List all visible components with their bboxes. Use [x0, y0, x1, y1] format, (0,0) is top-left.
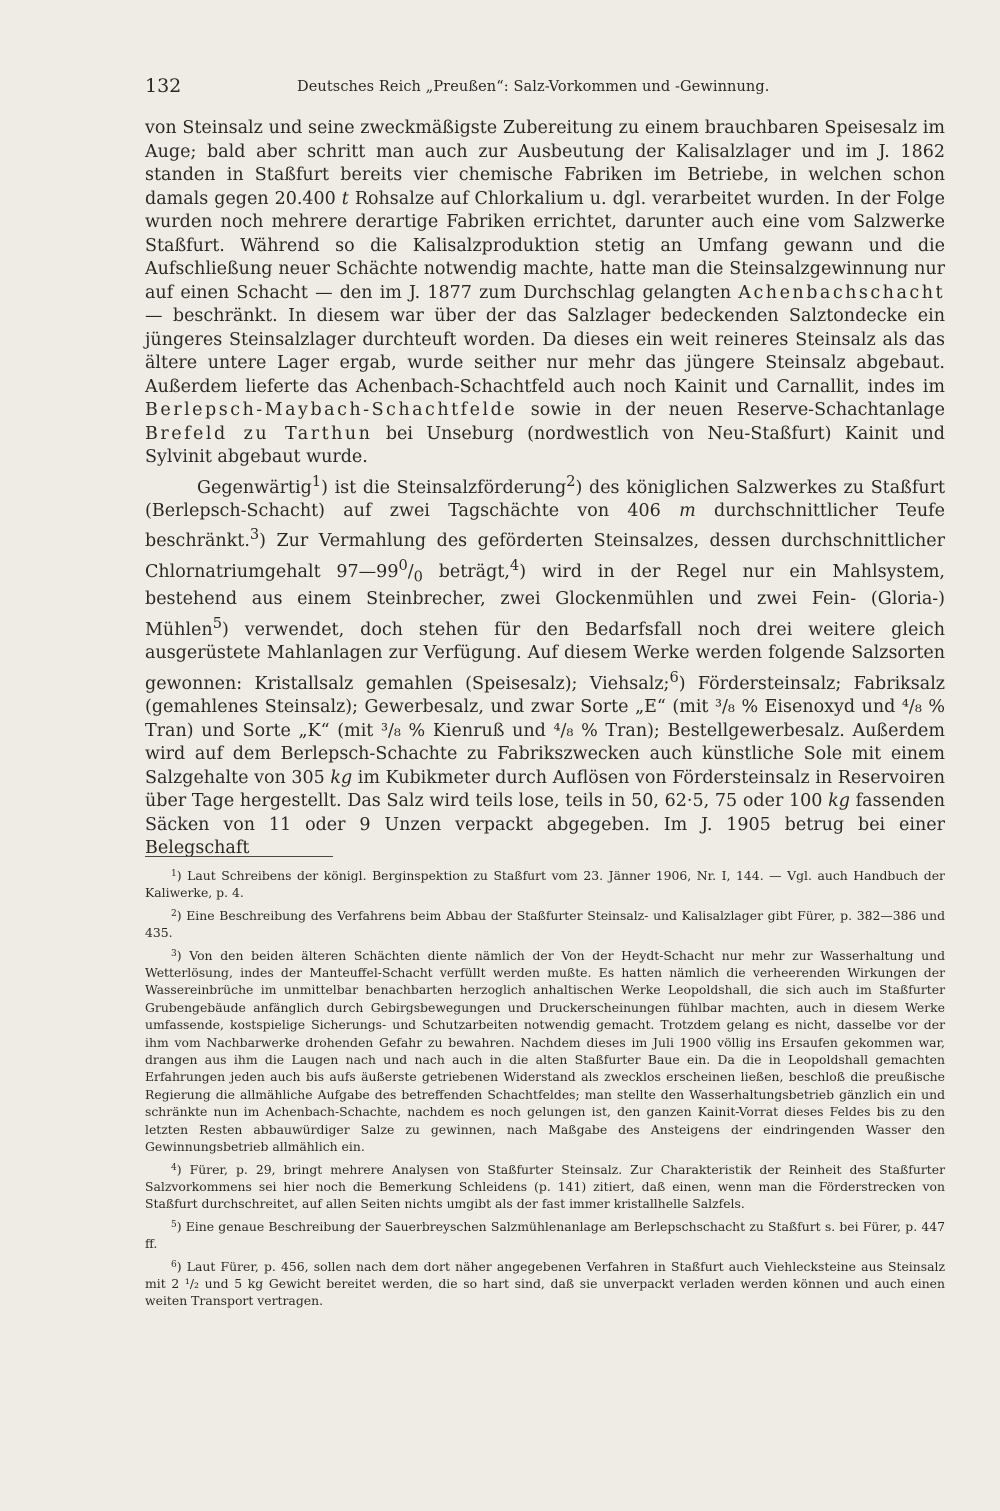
text-run: ) des königlichen Salzwerkes zu Staßfurt (Berlepsch-Schacht) auf zwei Tagschächte von 406: [145, 477, 945, 521]
text-run: ) Zur Vermahlung des geförderten Steinsalzes, dessen durchschnittlicher Chlornatriumgehalt 97—99: [145, 531, 945, 582]
text-run: fassenden Säcken von 11 oder 9 Unzen verpackt abgegeben. Im J. 1905 betrug bei einer Belegschaft: [145, 791, 945, 859]
text-run: Rohsalze auf Chlorkalium u. dgl. verarbeitet wurden. In der Folge wurden noch mehrere derartige Fabriken errichtet, darunter auch eine vom Salzwerke Staßfurt. Während so die Kalisalzproduktion stetig an Umfang gewann und die Aufschließung neuer Schächte notwendig machte, hatte man die Steinsalzgewinnung nur auf einen Schacht — den im J. 1877 zum Durchschlag gelangten: [145, 188, 945, 303]
footnote-ref: 2: [566, 472, 576, 490]
percent-sign-part: 0: [398, 556, 408, 574]
running-title: Deutsches Reich „Preußen“: Salz-Vorkommen und -Gewinnung.: [297, 79, 770, 95]
unit-symbol: t: [341, 188, 349, 209]
footnote-ref: 5: [212, 614, 222, 632]
emphasis-name: Brefeld zu Tarthun: [145, 423, 373, 444]
footnote-text: ) Fürer, p. 29, bringt mehrere Analysen von Staßfurter Steinsalz. Zur Charakteristik der Reinheit des Staßfurter Salzvorkommens sei hier noch die Bemerkung Schleidens (p. 141) zitiert, daß einen, wenn man die Förderstrecken von Staßfurt durchschreitet, auf allen Seiten nichts umgibt als der fast immer kristallhelle Salzfels.: [145, 1161, 945, 1212]
emphasis-name: Berlepsch-Maybach-Schachtfelde: [145, 400, 518, 420]
footnote-mark: 6: [171, 1259, 177, 1270]
footnote-mark: 5: [171, 1219, 177, 1230]
footnote-6: [145, 1257, 945, 1310]
text-run: ) ist die Steinsalzförderung: [321, 477, 567, 498]
footnote-mark: 2: [171, 908, 177, 919]
footnote-ref: 3: [249, 526, 260, 544]
footnote-separator: [145, 856, 333, 857]
footnote-1: [145, 866, 945, 902]
footnote-mark: 1: [171, 869, 177, 879]
unit-symbol: kg: [330, 767, 353, 788]
footnote-text: ) Von den beiden älteren Schächten diente nämlich der Von der Heydt-Schacht nur mehr zur Wasserhaltung und Wetterlösung, indes der Manteuffel-Schacht verfüllt werden mußte. Es hatten nämlich die verheerenden Wirkungen der Wassereinbrüche im unmittelbar benachbarten herzoglich anhaltischen Werke Leopoldshall, die sich auch im Staßfurter Grubengebäude anfänglich durch Gebirgsbewegungen und Druckerscheinungen fühlbar machten, auch in diesem Werke umfassende, kostspielige Sicherungs- und Schutzarbeiten notwendig gemacht. Trotzdem gelang es nicht, dasselbe vor der ihm vom Nachbarwerke drohenden Gefahr zu bewahren. Nachdem dieses im Juli 1900 völlig ins Ersaufen gekommen war, drangen aus ihm die Laugen nach und nach auch in die alten Staßfurter Baue ein. Da die in Leopoldshall gemachten Erfahrungen jeden auch bis aufs äußerste getriebenen Widerstand als zwecklos erscheinen ließen, beschloß die preußische Regierung die allmähliche Aufgabe des betreffenden Schachtfeldes; man stellte den Wasserhaltungsbetrieb gänzlich ein und schränkte nun im Achenbach-Schachte, nachdem es noch gelungen ist, den ganzen Kainit-Vorrat dieses Feldes bis zu den letzten Resten abbauwürdiger Salze zu gewinnen, nach Maßgabe des Ansteigens der eindringenden Wasser den Gewinnungsbetrieb allmählich ein.: [145, 947, 945, 1155]
footnote-text: ) Eine genaue Beschreibung der Sauerbreyschen Salzmühlenanlage am Berlepschschacht zu Staßfurt s. bei Fürer, p. 447 ff.: [145, 1218, 945, 1252]
text-run: sowie in der neuen Reserve-Schachtanlage: [517, 400, 945, 420]
footnotes: [145, 866, 945, 1314]
footnote-text: ) Eine Beschreibung des Verfahrens beim Abbau der Staßfurter Steinsalz- und Kalisalzlager gibt Fürer, p. 382—386 und 435.: [145, 907, 945, 941]
footnote-2: [145, 906, 945, 942]
text-run: von Steinsalz und seine zweckmäßigste Zubereitung zu einem brauchbaren Speisesalz im Auge; bald aber schritt man auch zur Ausbeutung der Kalisalzlager und im J. 1862 standen in Staßfurt bereits vier chemische Fabriken im Betriebe, in welchen schon damals gegen 20.400: [145, 118, 945, 209]
text-run: — beschränkt. In diesem war über der das Salzlager bedeckenden Salztondecke ein jüngeres Steinsalzlager durchteuft worden. Da dieses ein weit reineres Steinsalz als das ältere untere Lager ergab, wurde seither nur mehr das jüngere Steinsalz abgebaut. Außerdem lieferte das Achenbach-Schachtfeld auch noch Kainit und Carnallit, indes im: [145, 306, 945, 397]
footnote-ref: 6: [669, 668, 679, 686]
percent-sign-part: 0: [413, 567, 423, 585]
footnote-mark: 3: [171, 948, 177, 959]
footnote-5: [145, 1217, 945, 1253]
main-text: [145, 117, 945, 861]
footnote-mark: 4: [171, 1162, 177, 1173]
text-run: ) verwendet, doch stehen für den Bedarfsfall noch drei weitere gleich ausgerüstete Mahlanlagen zur Verfügung. Auf diesem Werke werden folgende Salzsorten gewonnen: Kristallsalz gemahlen (Speisesalz); Viehsalz;: [145, 619, 945, 694]
unit-symbol: m: [679, 500, 696, 521]
text-run: bei Unseburg (nordwestlich von Neu-Staßfurt) Kainit und Sylvinit abgebaut wurde.: [145, 423, 945, 467]
text-run: /: [407, 561, 414, 582]
paragraph-2: [145, 470, 945, 861]
emphasis-name: Achenbachschacht: [738, 282, 945, 303]
text-run: im Kubikmeter durch Auflösen von Fördersteinsalz in Reservoiren über Tage hergestellt. Das Salz wird teils lose, teils in 50, 62·5, 75 oder 100: [145, 767, 945, 812]
footnote-text: ) Laut Schreibens der königl. Berginspektion zu Staßfurt vom 23. Jänner 1906, Nr. I, 144. — Vgl. auch Handbuch der Kaliwerke, p. 4.: [145, 868, 945, 901]
page-header: [145, 72, 945, 102]
paragraph-1: [145, 117, 945, 470]
text-run: beträgt,: [422, 561, 510, 582]
footnote-ref: 1: [311, 472, 322, 490]
footnote-3: [145, 946, 945, 1156]
footnote-4: [145, 1160, 945, 1213]
text-run: ) Fördersteinsalz; Fabriksalz (gemahlenes Steinsalz); Gewerbesalz, und zwar Sorte „E“ (mit ³/₈ % Eisenoxyd und ⁴/₈ % Tran) und Sorte „K“ (mit ³/₈ % Kienruß und ⁴/₈ % Tran); Bestellgewerbesalz. Außerdem wird auf dem Berlepsch-Schachte zu Fabrikszwecken auch künstliche Sole mit einem Salzgehalte von 305: [145, 673, 946, 788]
text-run: durchschnittlicher Teufe beschränkt.: [145, 500, 945, 552]
text-run: Gegenwärtig: [197, 477, 312, 498]
footnote-ref: 4: [509, 556, 520, 574]
text-run: ) wird in der Regel nur ein Mahlsystem, bestehend aus einem Steinbrecher, zwei Glockenmühlen und zwei Fein- (Gloria-) Mühlen: [145, 561, 945, 640]
unit-symbol: kg: [828, 791, 850, 812]
footnote-text: ) Laut Fürer, p. 456, sollen nach dem dort näher angegebenen Verfahren in Staßfurt auch Viehlecksteine aus Steinsalz mit 2 ¹/₂ und 5 kg Gewicht bereitet werden, die so hart sind, daß sie unverpackt verladen werden können und auch einen weiten Transport vertragen.: [145, 1258, 945, 1309]
page-number: 132: [145, 75, 182, 97]
